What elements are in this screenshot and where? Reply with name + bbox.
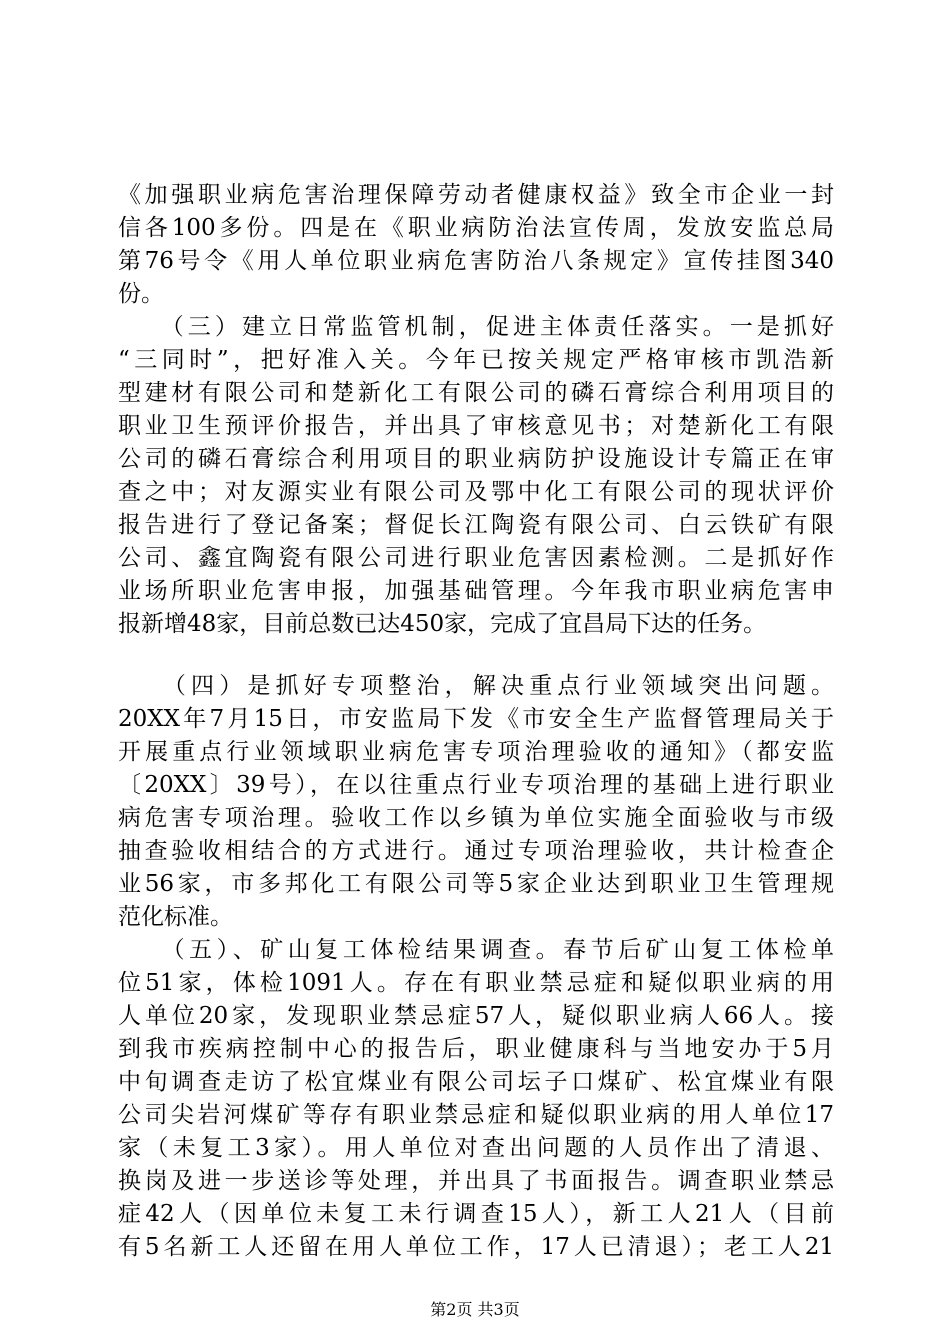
- text-line: 开展重点行业领域职业病危害专项治理验收的通知》（都安监: [118, 739, 834, 765]
- text-line: 职业卫生预评价报告，并出具了审核意见书；对楚新化工有限: [118, 413, 834, 439]
- text-line: 抽查验收相结合的方式进行。通过专项治理验收，共计检查企: [118, 838, 834, 864]
- text-line: 信各100多份。四是在《职业病防治法宣传周，发放安监总局: [118, 215, 834, 241]
- text-line: 型建材有限公司和楚新化工有限公司的磷石膏综合利用项目的: [118, 380, 834, 406]
- text-line: 〔20XX〕39号），在以往重点行业专项治理的基础上进行职业: [118, 772, 834, 798]
- text-line: 人单位20家，发现职业禁忌症57人，疑似职业病人66人。接: [118, 1003, 834, 1029]
- text-line: 症42人（因单位未复工未行调查15人），新工人21人（目前: [118, 1201, 834, 1227]
- text-line: 到我市疾病控制中心的报告后，职业健康科与当地安办于5月: [118, 1036, 834, 1062]
- text-line: 位51家，体检1091人。存在有职业禁忌症和疑似职业病的用: [118, 970, 834, 996]
- text-line: （四）是抓好专项整治，解决重点行业领域突出问题。: [118, 673, 834, 699]
- text-line: 业56家，市多邦化工有限公司等5家企业达到职业卫生管理规: [118, 871, 834, 897]
- text-line: 有5名新工人还留在用人单位工作，17人已清退）；老工人21: [118, 1234, 834, 1260]
- body-text: [118, 179, 834, 1264]
- text-line: “三同时”，把好准入关。今年已按关规定严格审核市凯浩新: [118, 347, 834, 373]
- text-line: 范化标准。: [118, 904, 233, 930]
- text-line: 业场所职业危害申报，加强基础管理。今年我市职业病危害申: [118, 578, 834, 604]
- text-line: （五）、矿山复工体检结果调查。春节后矿山复工体检单: [118, 937, 834, 963]
- text-line: 《加强职业病危害治理保障劳动者健康权益》致全市企业一封: [118, 182, 834, 208]
- text-line: （三）建立日常监管机制，促进主体责任落实。一是抓好: [118, 314, 834, 340]
- text-line: 查之中；对友源实业有限公司及鄂中化工有限公司的现状评价: [118, 479, 834, 505]
- text-line: 家（未复工3家）。用人单位对查出问题的人员作出了清退、: [118, 1135, 834, 1161]
- text-line: 公司的磷石膏综合利用项目的职业病防护设施设计专篇正在审: [118, 446, 834, 472]
- text-line: 报告进行了登记备案；督促长江陶瓷有限公司、白云铁矿有限: [118, 512, 834, 538]
- page-number-footer: 第2页 共3页: [430, 1300, 520, 1319]
- text-line: 中旬调查走访了松宜煤业有限公司坛子口煤矿、松宜煤业有限: [118, 1069, 834, 1095]
- text-line: 公司、鑫宜陶瓷有限公司进行职业危害因素检测。二是抓好作: [118, 545, 834, 571]
- text-line: 报新增48家，目前总数已达450家，完成了宜昌局下达的任务。: [118, 611, 767, 637]
- text-line: 20XX年7月15日，市安监局下发《市安全生产监督管理局关于: [118, 706, 834, 732]
- text-line: 公司尖岩河煤矿等存有职业禁忌症和疑似职业病的用人单位17: [118, 1102, 834, 1128]
- text-line: 换岗及进一步送诊等处理，并出具了书面报告。调查职业禁忌: [118, 1168, 834, 1194]
- text-line: 第76号令《用人单位职业病危害防治八条规定》宣传挂图340: [118, 248, 834, 274]
- text-line: 份。: [118, 281, 164, 307]
- text-line: 病危害专项治理。验收工作以乡镇为单位实施全面验收与市级: [118, 805, 834, 831]
- paragraph-gap: [118, 641, 834, 670]
